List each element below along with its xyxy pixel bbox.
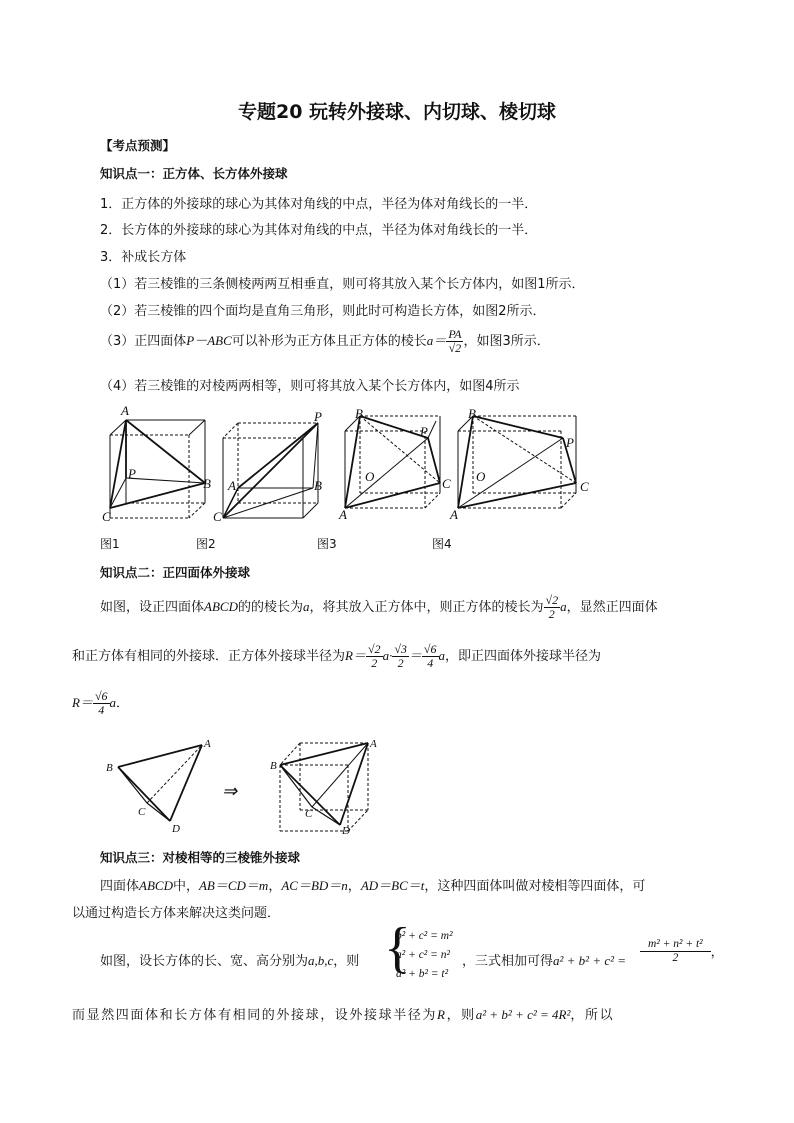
equation-3: a² + b² = t² (396, 968, 449, 980)
k1-p1: 1．正方体的外接球的球心为其体对角线的中点，半径为体对角线长的一半． (100, 197, 538, 212)
fig2-label-A: A (228, 478, 236, 493)
k3-l1-b: ABCD (139, 878, 173, 893)
frac-num: √6 (94, 689, 108, 703)
fig4-label-P: P (566, 435, 574, 450)
caption-fig4: 图4 (432, 537, 452, 551)
section-label: 【考点预测】 (100, 138, 176, 153)
k2-l1-e: ，将其放入正方体中，则正方体的棱长为 (309, 600, 544, 615)
k1-item3-pre: （3）正四面体 (100, 334, 187, 349)
k3-l4-b: R (437, 1007, 447, 1022)
k3-l4-a: 而显然四面体和长方体有相同的外接球，设外接球半径为 (72, 1008, 438, 1023)
fig3-label-B: B (355, 406, 363, 421)
fig3-label-P: P (420, 424, 428, 439)
k2-l3-a: a (109, 695, 117, 710)
cube-label-C: C (305, 808, 313, 820)
k2-line3 (72, 690, 129, 717)
k2-l2-frac3 (422, 643, 439, 670)
k1-item3-var: a＝ (426, 333, 447, 348)
frac-num: √2 (545, 593, 559, 607)
k3-l4-e: ，所以 (570, 1008, 615, 1023)
k3-l3-e: a² + b² + c² = (553, 953, 627, 968)
k2-l3-frac (93, 690, 110, 717)
k3-l1-i: ，这种四面体叫做对棱相等四面体，可 (424, 879, 646, 894)
tetrahedron (118, 745, 202, 821)
k3-l3-fraction (640, 938, 711, 965)
k2-l3-r: R＝ (72, 695, 93, 710)
k2-l2-frac2 (392, 643, 409, 670)
fig4-label-O: O (476, 469, 486, 484)
fig4-label-C: C (580, 479, 589, 494)
k1-item2: （2）若三棱锥的四个面均是直角三角形，则此时可构造长方体，如图2所示． (100, 304, 546, 319)
fig3-label-O: O (365, 469, 375, 484)
k2-l1-d: a (302, 599, 310, 614)
tet-label-C: C (138, 806, 146, 818)
fig1-label-B: B (203, 476, 211, 491)
figures-1-4 (98, 403, 598, 528)
frac-num: √3 (394, 642, 407, 656)
tet-label-A: A (204, 738, 211, 750)
k2-l1-c: 的的棱长为 (237, 600, 303, 615)
k2-l2-a2: a (438, 648, 446, 663)
fig4-label-A: A (450, 507, 458, 522)
fig2-label-C: C (213, 509, 222, 524)
k3-line3-b (462, 950, 626, 969)
fig4-label-B: B (468, 406, 476, 421)
k1-item3-mid: 可以补形为正方体且正方体的棱长 (231, 334, 427, 349)
k3-l3-d: ，三式相加可得 (462, 954, 554, 969)
figure-2 (223, 423, 318, 518)
cube-label-A: A (370, 738, 377, 750)
k1-item3-fraction (446, 328, 463, 355)
k2-l2-r: R＝ (345, 648, 366, 663)
k2-l1-b: ABCD (204, 599, 238, 614)
frac-den: 2 (371, 656, 378, 670)
page-title: 专题20 玩转外接球、内切球、棱切球 (237, 101, 557, 123)
k3-l4-c: ，则 (446, 1008, 476, 1023)
k2-line1 (100, 594, 658, 621)
k1-item3-expr: P－ABC (186, 333, 232, 348)
cube-label-D: D (342, 825, 350, 835)
k3-heading: 知识点三：对棱相等的三棱锥外接球 (100, 850, 301, 865)
frac-num: PA (448, 327, 462, 341)
tetrahedron-in-cube (280, 743, 368, 831)
fig1-label-P: P (128, 466, 136, 481)
k2-heading: 知识点二：正四面体外接球 (100, 565, 251, 580)
equation-2: a² + c² = n² (396, 949, 450, 961)
caption-fig1: 图1 (100, 537, 120, 551)
k1-item3-post: ，如图3所示． (463, 334, 550, 349)
k3-l3-a: 如图，设长方体的长、宽、高分别为 (100, 954, 309, 969)
k3-line1 (100, 875, 645, 894)
k3-l1-c: 中， (172, 879, 199, 894)
k1-item4: （4）若三棱锥的对棱两两相等，则可将其放入某个长方体内，如图4所示 (100, 379, 520, 394)
figure-4 (458, 416, 576, 508)
frac-den: √2 (448, 341, 462, 355)
k3-l4-d: a² + b² + c² = 4R² (475, 1007, 571, 1022)
equation-1: b² + c² = m² (396, 930, 453, 942)
k3-line4 (72, 1004, 614, 1023)
fig3-label-A: A (339, 507, 347, 522)
frac-num: m² + n² + t² (640, 938, 711, 952)
caption-fig3: 图3 (317, 537, 337, 551)
frac-den: 2 (548, 607, 555, 621)
k3-l1-g: ， (347, 879, 361, 894)
fig3-label-C: C (442, 476, 451, 491)
arrow-implies: ⇒ (222, 781, 238, 801)
k2-l1-g: ，显然正四面体 (566, 600, 658, 615)
k2-l1-a: 如图，设正四面体 (100, 600, 205, 615)
k1-p2: 2．长方体的外接球的球心为其体对角线的中点，半径为体对角线长的一半． (100, 223, 538, 238)
k3-l1-d: AB＝CD＝m (198, 878, 269, 893)
k1-heading: 知识点一：正方体、长方体外接球 (100, 166, 288, 181)
k2-l2-dot: a· (382, 648, 393, 663)
k3-l1-h: AD＝BC＝t (360, 878, 425, 893)
k3-line3-frac (640, 938, 724, 965)
k2-line2 (72, 643, 601, 670)
k3-l1-a: 四面体 (100, 879, 140, 894)
figure-1 (110, 420, 205, 518)
caption-fig2: 图2 (196, 537, 216, 551)
k2-l2-eq: ＝ (408, 648, 422, 663)
k2-l3-end: ． (116, 696, 130, 711)
fig2-label-B: B (314, 478, 322, 493)
k2-l2-a: 和正方体有相同的外接球．正方体外接球半径为 (72, 649, 346, 664)
fig1-label-C: C (102, 509, 111, 524)
tet-label-D: D (172, 823, 180, 835)
frac-num: √2 (367, 642, 381, 656)
frac-den: 2 (672, 952, 679, 964)
k3-l1-f: AC＝BD＝n (281, 878, 348, 893)
frac-den: 4 (427, 656, 434, 670)
k1-p3: 3．补成长方体 (100, 250, 187, 265)
k1-item1: （1）若三棱锥的三条侧棱两两互相垂直，则可将其放入某个长方体内，如图1所示． (100, 277, 585, 292)
k3-l3-b: a,b,c (308, 953, 334, 968)
k3-l3-f: ， (710, 945, 724, 960)
k3-l1-e: ， (268, 879, 282, 894)
tetrahedron-figures (100, 735, 385, 835)
k3-line3-a (100, 950, 359, 969)
k3-l3-c: ，则 (333, 954, 360, 969)
k2-l2-b: ，即正四面体外接球半径为 (445, 649, 602, 664)
k2-l1-frac (544, 594, 561, 621)
fig2-label-P: P (314, 409, 322, 424)
frac-den: 2 (397, 656, 404, 670)
frac-den: 4 (98, 703, 105, 717)
k2-l1-f: a (560, 599, 567, 614)
tet-label-B: B (106, 762, 113, 774)
k2-l2-frac1 (366, 643, 383, 670)
equation-system (396, 927, 453, 984)
k3-line2: 以通过构造长方体来解决这类问题． (72, 906, 281, 921)
cube-label-B: B (270, 760, 277, 772)
k1-item3 (100, 328, 550, 355)
system-brace: { (384, 917, 411, 979)
frac-num: √6 (423, 642, 437, 656)
fig1-label-A: A (121, 403, 129, 418)
